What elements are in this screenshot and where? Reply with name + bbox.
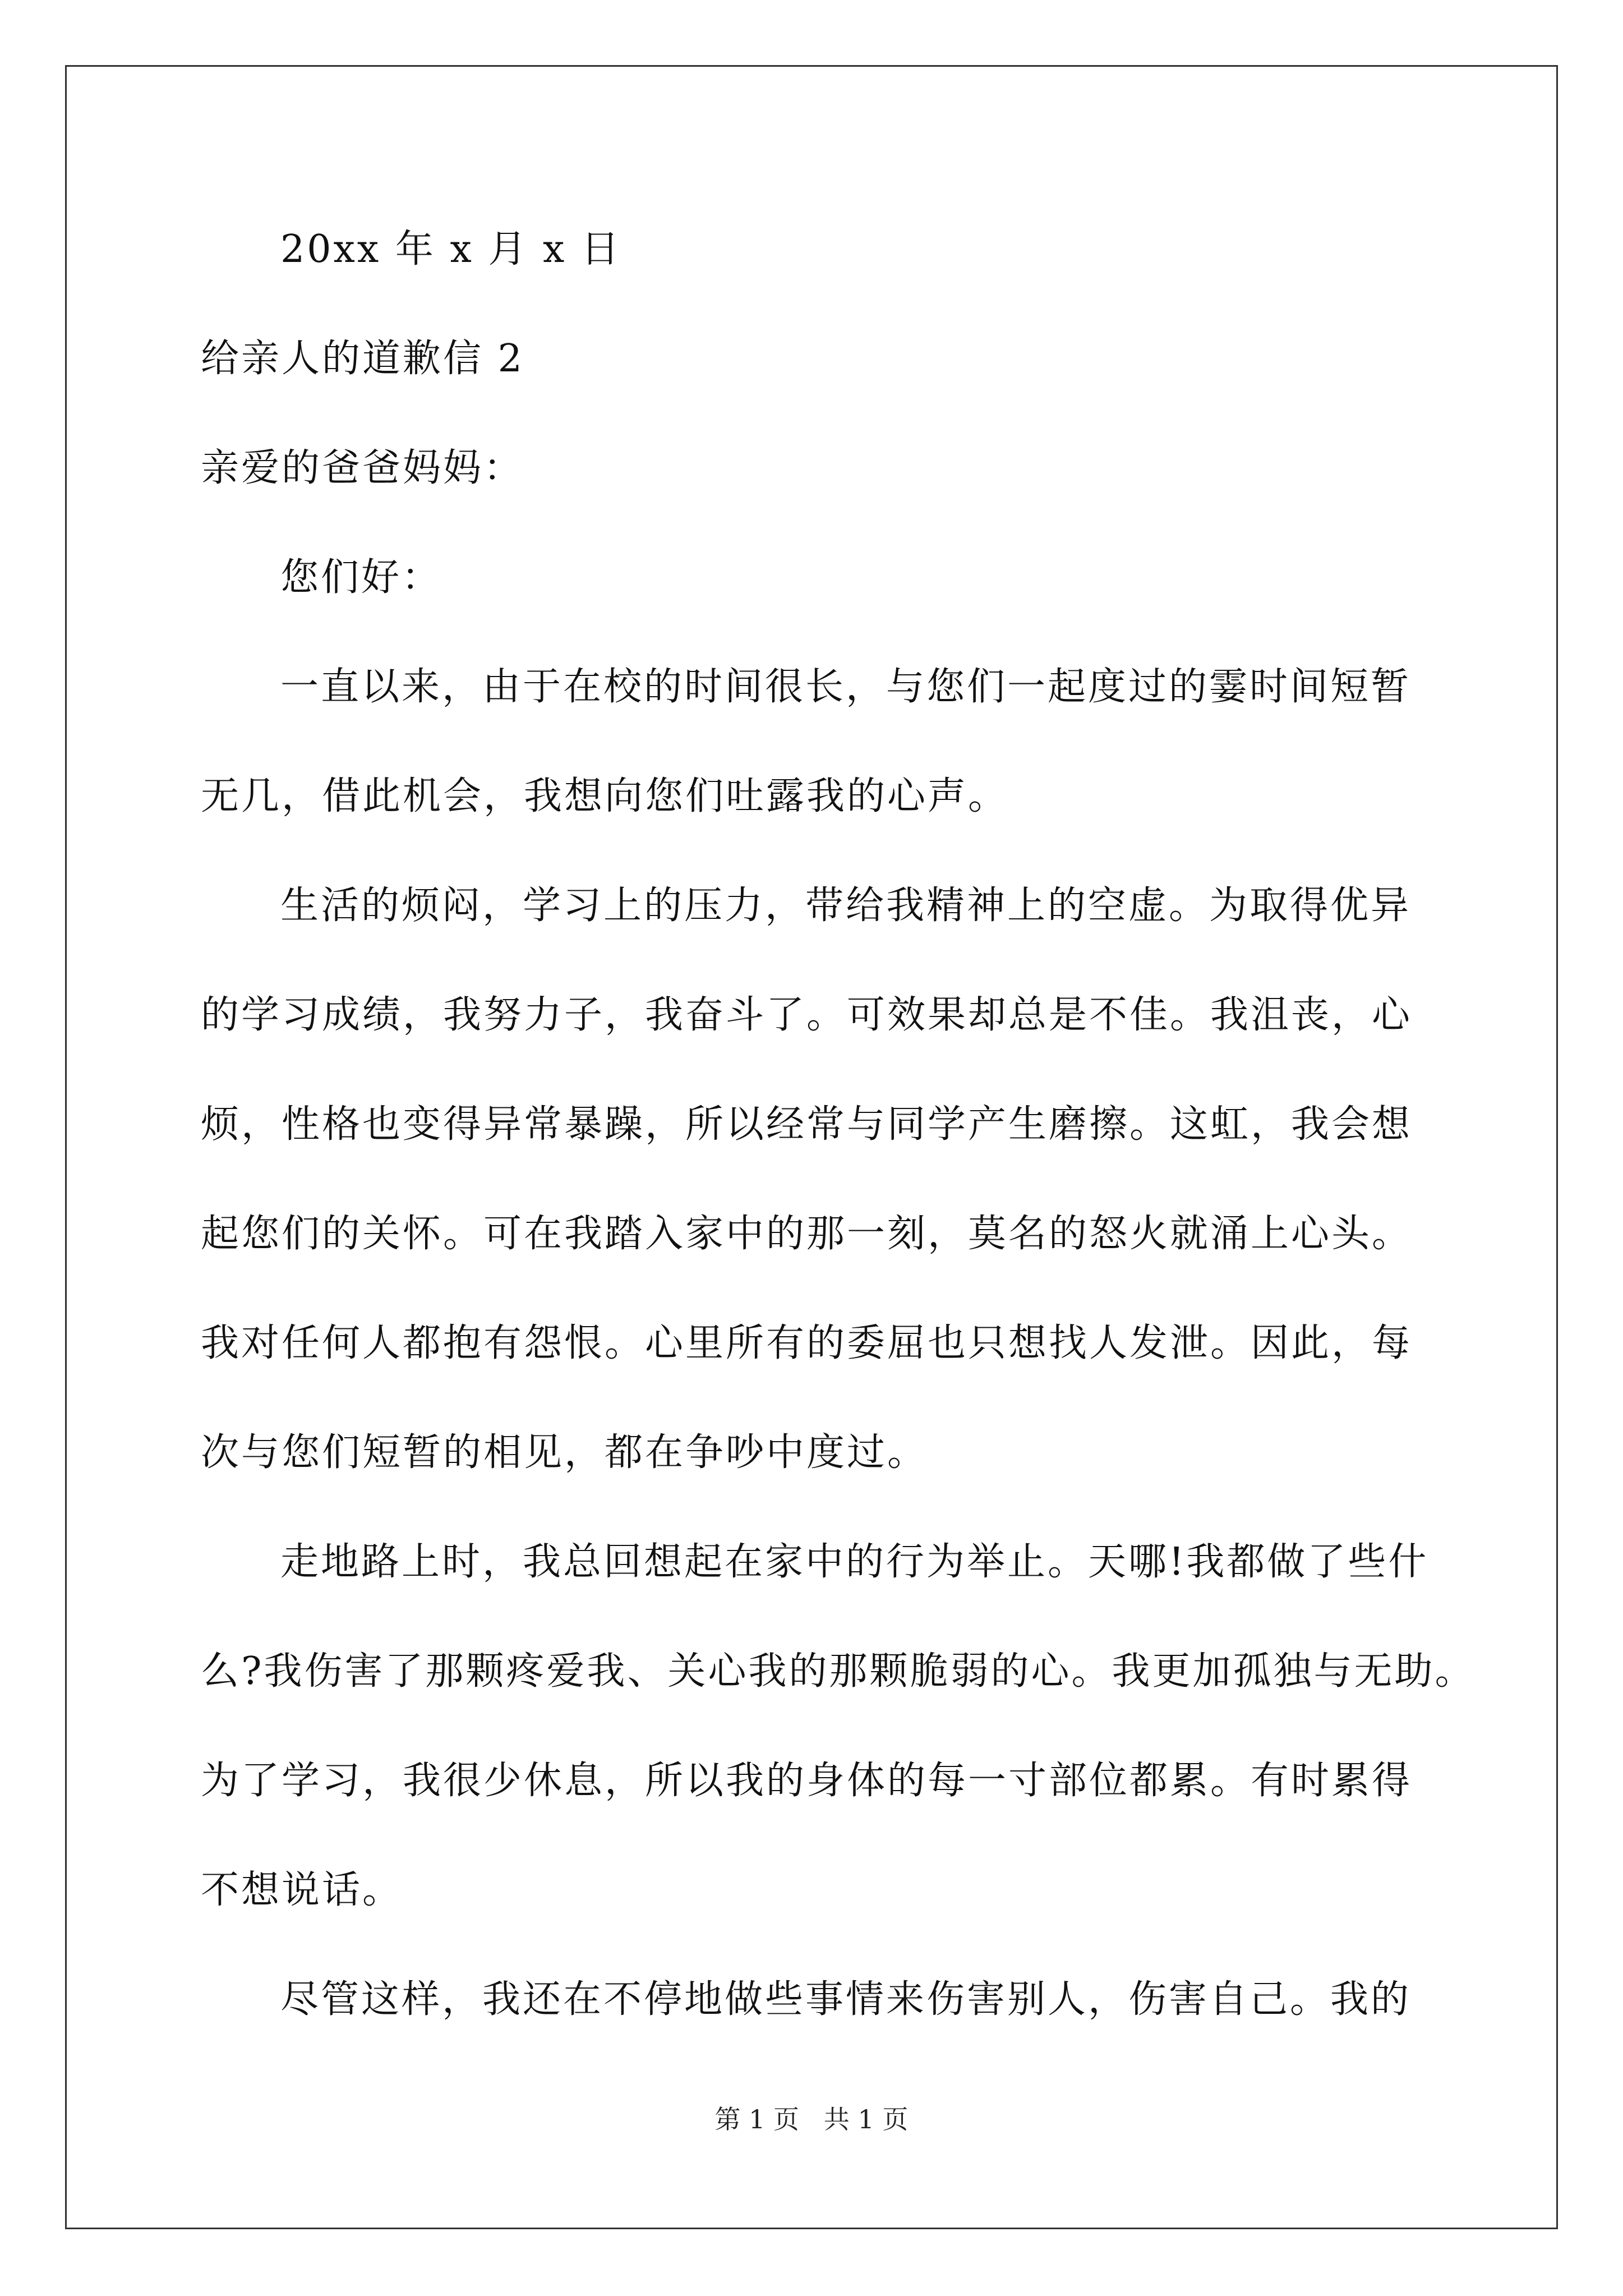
paragraph-4-line-1: 尽管这样，我还在不停地做些事情来伤害别人，伤害自己。我的 [280, 1977, 1412, 2022]
letter-title: 给亲人的道歉信 2 [201, 337, 524, 381]
paragraph-3-line-4: 不想说话。 [201, 1868, 403, 1912]
date-line: 20xx 年 x 月 x 日 [280, 227, 622, 272]
paragraph-2-line-2: 的学习成绩，我努力子，我奋斗了。可效果却总是不佳。我沮丧，心 [201, 993, 1413, 1037]
paragraph-2-line-4: 起您们的关怀。可在我踏入家中的那一刻，莫名的怒火就涌上心头。 [201, 1212, 1413, 1256]
greeting: 您们好： [280, 555, 442, 600]
paragraph-3-line-1: 走地路上时，我总回想起在家中的行为举止。天哪!我都做了些什 [280, 1540, 1429, 1584]
paragraph-3-line-2: 么?我伤害了那颗疼爱我、关心我的那颗脆弱的心。我更加孤独与无助。 [201, 1649, 1476, 1694]
paragraph-3-line-3: 为了学习，我很少休息，所以我的身体的每一寸部位都累。有时累得 [201, 1759, 1413, 1803]
page-footer: 第 1 页 共 1 页 [714, 2104, 909, 2134]
paragraph-1-line-2: 无几，借此机会，我想向您们吐露我的心声。 [201, 774, 1009, 818]
paragraph-2-line-6: 次与您们短暂的相见，都在争吵中度过。 [201, 1430, 928, 1475]
paragraph-2-line-1: 生活的烦闷，学习上的压力，带给我精神上的空虚。为取得优异 [280, 884, 1412, 928]
paragraph-1-line-1: 一直以来，由于在校的时间很长，与您们一起度过的霎时间短暂 [280, 665, 1412, 709]
salutation: 亲爱的爸爸妈妈： [201, 446, 524, 490]
paragraph-2-line-3: 烦，性格也变得异常暴躁，所以经常与同学产生磨擦。这虹，我会想 [201, 1102, 1413, 1147]
paragraph-2-line-5: 我对任何人都抱有怨恨。心里所有的委屈也只想找人发泄。因此，每 [201, 1321, 1413, 1365]
